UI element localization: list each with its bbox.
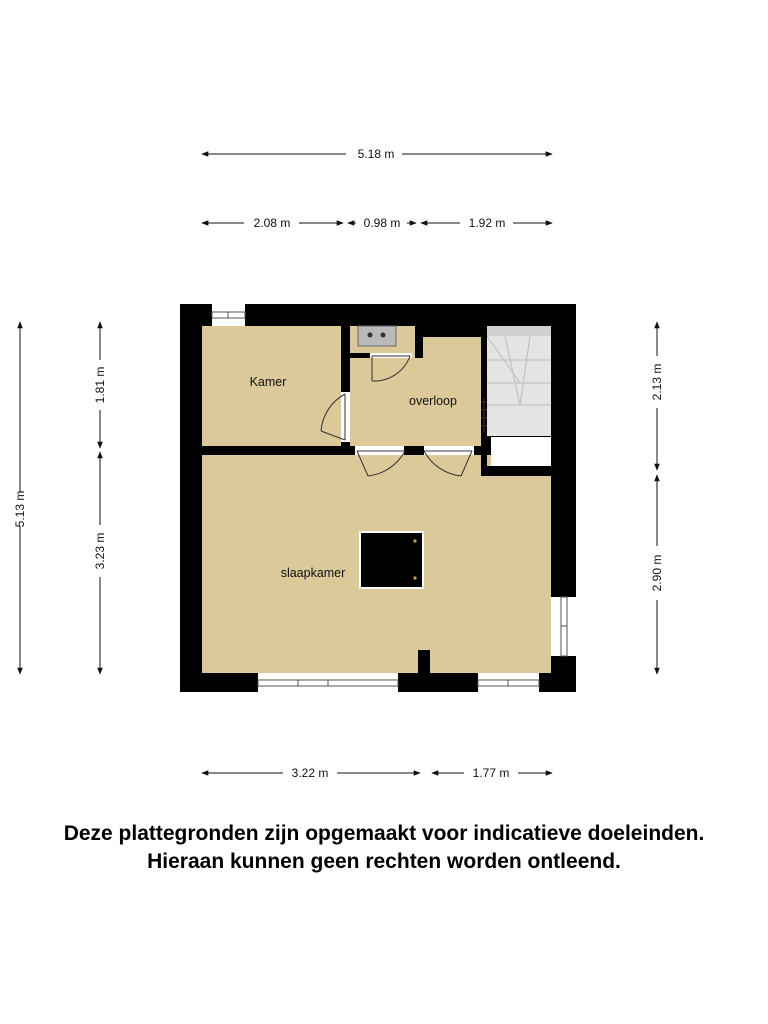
- stairs-bottom-wall: [481, 466, 551, 476]
- dimension-top-mid: [348, 216, 416, 230]
- boiler-knob: [381, 333, 386, 338]
- boiler-unit: [358, 326, 396, 346]
- building: [180, 304, 576, 692]
- window-bottom-right: [478, 673, 539, 692]
- stairs-shade: [487, 326, 551, 336]
- dimension-label: 2.13 m: [650, 363, 664, 401]
- dimension-top-right: [421, 216, 552, 230]
- dimension-right-top: [650, 322, 664, 470]
- disclaimer-line-2: Hieraan kunnen geen rechten worden ontleend.: [147, 850, 621, 873]
- disclaimer-line-1: Deze plattegronden zijn opgemaakt voor indicatieve doeleinden.: [63, 822, 705, 845]
- dimension-label: 2.90 m: [650, 554, 664, 592]
- chimney-dot: [413, 539, 416, 542]
- room-label-overloop: overloop: [409, 394, 457, 408]
- dimension-bottom-right: [432, 766, 552, 780]
- room-label-kamer: Kamer: [249, 375, 287, 389]
- dimension-label: 5.13 m: [13, 490, 27, 528]
- dimension-label: 3.23 m: [93, 532, 107, 570]
- dimension-label: 1.77 m: [472, 766, 510, 780]
- window-bottom-left: [258, 673, 398, 692]
- stairs-landing: [491, 437, 551, 466]
- dimension-top-left: [202, 216, 343, 230]
- room-label-slaapkamer: slaapkamer: [280, 566, 346, 580]
- wall-stub: [418, 650, 430, 674]
- dimension-top-total: [202, 147, 552, 161]
- window-top-kamer: [212, 304, 245, 326]
- dimension-left-total: [13, 322, 27, 674]
- dimension-bottom-left: [202, 766, 420, 780]
- door-frame: [404, 446, 424, 455]
- dimension-label: 5.18 m: [357, 147, 395, 161]
- dimension-label: 1.92 m: [468, 216, 506, 230]
- dimension-right-bottom: [650, 475, 664, 674]
- dimension-left-bottom: [93, 452, 107, 674]
- dimension-label: 3.22 m: [291, 766, 329, 780]
- chimney-dot: [413, 576, 416, 579]
- boiler-knob: [368, 333, 373, 338]
- dimension-label: 0.98 m: [363, 216, 401, 230]
- dimension-label: 2.08 m: [253, 216, 291, 230]
- dimension-label: 1.81 m: [93, 366, 107, 404]
- window-right: [551, 597, 576, 656]
- dimension-left-top: [93, 322, 107, 448]
